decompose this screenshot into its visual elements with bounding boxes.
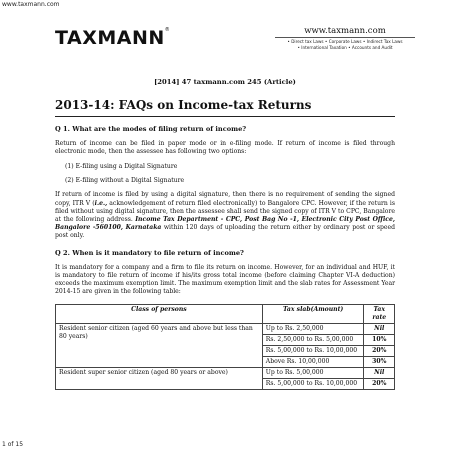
header-slab: Tax slab(Amount) (262, 305, 364, 324)
class-cell: Resident senior citizen (aged 60 years and above but less than 80 years) (56, 324, 263, 368)
header-right (275, 26, 415, 51)
q1-p2-part1: If return of income is filed by using a digital signature, then there is no requirement of sending the signed copy, ITR V ( (55, 191, 395, 207)
slab-cell: Rs. 5,00,000 to Rs. 10,00,000 (262, 379, 364, 390)
slab-cell: Rs. 2,50,000 to Rs. 5,00,000 (262, 335, 364, 346)
rate-cell: Nil (364, 368, 395, 379)
slab-cell: Up to Rs. 2,50,000 (262, 324, 364, 335)
q2-paragraph-1: It is mandatory for a company and a firm to file its return on income. However, for an individual and HUF, it is mandatory to file return of income if his/its gross total income (before claiming Chapter VI-A deduction) exceeds the maximum exemption limit. The maximum exemption limit and the slab rates for Assessment Year 2014-15 are given in the following table: (55, 263, 395, 296)
header-divider (275, 37, 415, 38)
slab-cell: Rs. 5,00,000 to Rs. 10,00,000 (262, 346, 364, 357)
class-cell: Resident super senior citizen (aged 80 years or above) (56, 368, 263, 390)
slab-cell: Above Rs. 10,00,000 (262, 357, 364, 368)
tax-slab-table (55, 304, 395, 390)
rate-cell: 30% (364, 357, 395, 368)
logo-text: TAXMANN (55, 27, 165, 49)
q1-option-1: (1) E-filing using a Digital Signature (65, 163, 178, 171)
header-website[interactable]: www.taxmann.com (304, 26, 386, 36)
table-row (56, 324, 395, 335)
citation: [2014] 47 taxmann.com 245 (Article) (154, 78, 296, 86)
question-1: Q 1. What are the modes of filing return of income? (55, 125, 247, 133)
rate-cell: 20% (364, 346, 395, 357)
page-title: 2013-14: FAQs on Income-tax Returns (55, 98, 312, 112)
browser-url: www.taxmann.com (2, 1, 60, 8)
q1-p2-part2: acknowledgement of return filed electronically) to Bangalore CPC. However, if the return is filed without using digital signature, then the assessee shall send the signed copy of ITR V to CPC, Bangalore at the following address. (55, 199, 395, 224)
page-counter: 1 of 15 (2, 441, 24, 448)
taxmann-logo (55, 27, 170, 49)
header-rate: Tax rate (364, 305, 395, 324)
registered-mark: ® (164, 27, 171, 33)
header-services-2: • International Taxation • Accounts and Audit (297, 45, 393, 50)
header-services-1: • Direct tax Laws • Corporate Laws • Indirect Tax Laws (287, 39, 403, 44)
cpc-address: Income Tax Department - CPC, Post Bag No -1, Electronic City Post Office, Bangalore -560100, Karnataka (55, 216, 395, 232)
title-divider (55, 116, 395, 117)
q1-paragraph-2 (55, 191, 395, 240)
q1-p2-ie: i.e., (94, 199, 108, 207)
header-class: Class of persons (56, 305, 263, 324)
q1-p2-part3: within 120 days of uploading the return either by ordinary post or speed post only. (55, 224, 395, 240)
q1-paragraph-1: Return of income can be filed in paper mode or in e-filing mode. If return of income is filed through electronic mode, then the assessee has following two options: (55, 140, 395, 156)
rate-cell: 10% (364, 335, 395, 346)
table-header-row (56, 305, 395, 324)
q1-option-2: (2) E-filing without a Digital Signature (65, 177, 185, 185)
rate-cell: Nil (364, 324, 395, 335)
table-row (56, 368, 395, 379)
question-2: Q 2. When is it mandatory to file return of income? (55, 248, 244, 257)
rate-cell: 20% (364, 379, 395, 390)
slab-cell: Up to Rs. 5,00,000 (262, 368, 364, 379)
document-body (55, 78, 395, 390)
